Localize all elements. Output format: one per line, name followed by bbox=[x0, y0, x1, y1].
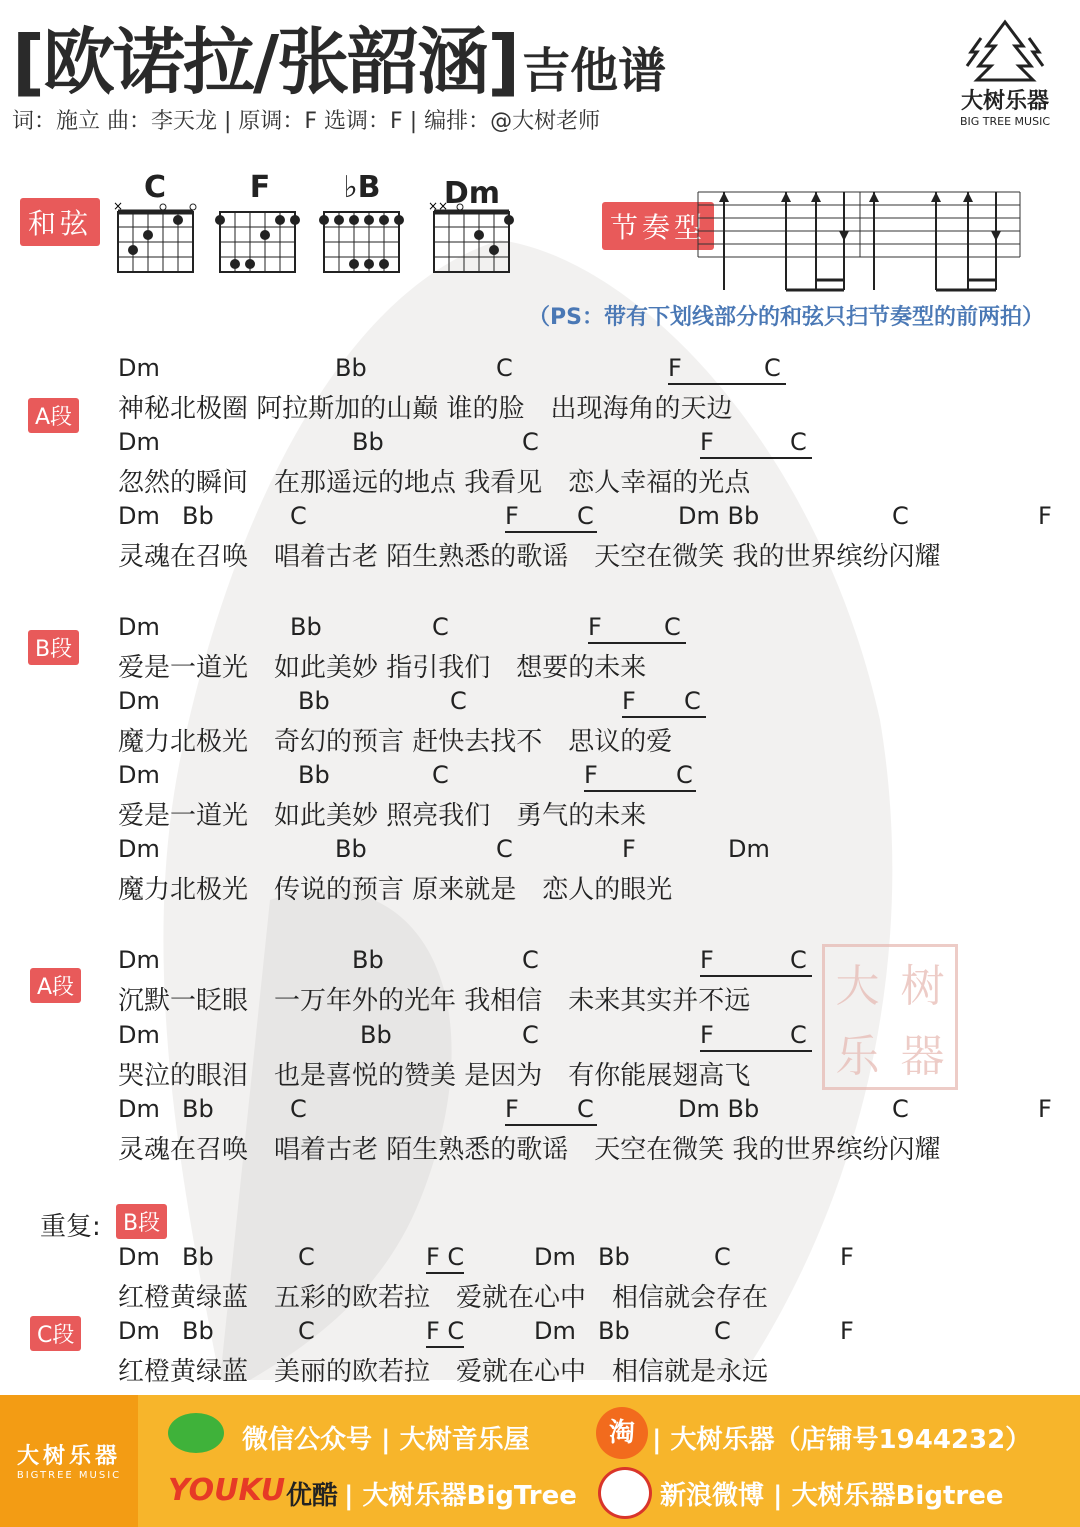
chord-label-underlined: F C bbox=[588, 613, 686, 644]
chord-label: Bb bbox=[335, 835, 367, 863]
lyric-line: 魔力北极光 奇幻的预言 赶快去找不 思议的爱 bbox=[118, 727, 673, 757]
chord-label: Dm bbox=[728, 835, 770, 863]
svg-text:××: ×× bbox=[428, 200, 449, 213]
chord-name-bb: ♭B bbox=[343, 170, 381, 205]
chord-label-underlined: F C bbox=[700, 1021, 812, 1052]
chords-label: 和弦 bbox=[20, 198, 100, 246]
youku-logo: YOUKU bbox=[168, 1473, 286, 1508]
chord-label: C bbox=[522, 428, 539, 456]
chord-label: Dm bbox=[534, 1317, 576, 1345]
chord-label: Dm bbox=[118, 502, 160, 530]
chord-label: Bb bbox=[352, 946, 384, 974]
tree-logo-icon bbox=[957, 18, 1053, 82]
chord-label: C bbox=[298, 1317, 315, 1345]
chord-label: Dm bbox=[118, 1021, 160, 1049]
ps-note: （PS：带有下划线部分的和弦只扫节奏型的前两拍） bbox=[528, 305, 1044, 330]
chord-diagram-bb bbox=[319, 212, 404, 272]
lyric-line: 红橙黄绿蓝 五彩的欧若拉 爱就在心中 相信就会存在 bbox=[118, 1283, 769, 1313]
lyric-line: 忽然的瞬间 在那遥远的地点 我看见 恋人幸福的光点 bbox=[118, 468, 751, 498]
chord-label-underlined: F C bbox=[426, 1317, 464, 1348]
chord-label: F bbox=[1038, 1095, 1052, 1123]
section-b-tag-repeat: B段 bbox=[116, 1204, 167, 1239]
chord-label: Bb bbox=[182, 1317, 214, 1345]
rhythm-label: 节奏型 bbox=[602, 202, 714, 250]
chord-label: C bbox=[714, 1243, 731, 1271]
wechat-text[interactable]: 微信公众号 | 大树音乐屋 bbox=[242, 1425, 530, 1455]
lyric-line: 爱是一道光 如此美妙 照亮我们 勇气的未来 bbox=[118, 801, 647, 831]
song-credits: 词：施立 曲：李天龙 | 原调：F 选调：F | 编排：@大树老师 bbox=[12, 109, 601, 134]
chord-label: Bb bbox=[598, 1317, 630, 1345]
chord-label: C bbox=[290, 502, 307, 530]
chord-label-underlined: F C bbox=[622, 687, 706, 718]
chord-label: Dm bbox=[118, 428, 160, 456]
chord-label: C bbox=[892, 502, 909, 530]
brand-logo: 大树乐器 BIG TREE MUSIC bbox=[950, 18, 1060, 128]
chord-label: Bb bbox=[352, 428, 384, 456]
section-a-tag-2: A段 bbox=[30, 968, 81, 1003]
chord-label: Bb bbox=[598, 1243, 630, 1271]
youku-cn: 优酷 bbox=[286, 1481, 339, 1511]
chord-label: C bbox=[432, 613, 449, 641]
chord-label: C bbox=[496, 354, 513, 382]
chord-label: C bbox=[714, 1317, 731, 1345]
svg-text:×: × bbox=[113, 200, 124, 213]
chord-label: C bbox=[298, 1243, 315, 1271]
lyric-line: 哭泣的眼泪 也是喜悦的赞美 是因为 有你能展翅高飞 bbox=[118, 1061, 751, 1091]
chord-label: F bbox=[840, 1243, 854, 1271]
chord-label: F bbox=[840, 1317, 854, 1345]
page-title: [欧诺拉/张韶涵]吉他谱 bbox=[12, 20, 667, 104]
chord-label-underlined: F C bbox=[700, 428, 812, 459]
chord-label: F bbox=[1038, 502, 1052, 530]
chord-name-dm: Dm bbox=[443, 176, 501, 211]
chord-label: Dm bbox=[534, 1243, 576, 1271]
footer-banner bbox=[0, 1395, 1080, 1527]
chord-diagrams bbox=[112, 200, 522, 280]
chord-label-underlined: F C bbox=[505, 1095, 597, 1126]
chord-name-c: C bbox=[143, 170, 167, 205]
chord-label: C bbox=[892, 1095, 909, 1123]
brand-seal: 大 树 乐 器 bbox=[822, 944, 958, 1090]
chord-label: C bbox=[432, 761, 449, 789]
chord-label: Dm bbox=[118, 1317, 160, 1345]
wechat-icon bbox=[168, 1413, 224, 1453]
chord-label: Dm bbox=[118, 613, 160, 641]
chord-label: C bbox=[450, 687, 467, 715]
youku-text[interactable]: | 大树乐器BigTree bbox=[344, 1481, 577, 1511]
chord-diagram-c bbox=[113, 200, 196, 272]
taobao-icon: 淘 bbox=[596, 1407, 648, 1459]
footer-brand: 大树乐器 BIGTREE MUSIC bbox=[0, 1395, 138, 1527]
lyric-line: 魔力北极光 传说的预言 原来就是 恋人的眼光 bbox=[118, 875, 673, 905]
repeat-label: 重复: bbox=[40, 1212, 101, 1242]
lyric-line: 红橙黄绿蓝 美丽的欧若拉 爱就在心中 相信就是永远 bbox=[118, 1357, 769, 1387]
chord-label: Dm Bb bbox=[678, 502, 760, 530]
chord-label-underlined: F C bbox=[700, 946, 812, 977]
lyric-line: 神秘北极圈 阿拉斯加的山巅 谁的脸 出现海角的天边 bbox=[118, 394, 733, 424]
lyric-line: 沉默一眨眼 一万年外的光年 我相信 未来其实并不远 bbox=[118, 986, 751, 1016]
chord-label: Dm Bb bbox=[678, 1095, 760, 1123]
chord-label-underlined: F C bbox=[505, 502, 597, 533]
chord-label: Dm bbox=[118, 761, 160, 789]
lyric-line: 灵魂在召唤 唱着古老 陌生熟悉的歌谣 天空在微笑 我的世界缤纷闪耀 bbox=[118, 1135, 941, 1165]
rhythm-pattern bbox=[694, 186, 1024, 296]
chord-label: C bbox=[496, 835, 513, 863]
chord-label: Dm bbox=[118, 1095, 160, 1123]
chord-label: Dm bbox=[118, 687, 160, 715]
chord-label-underlined: F C bbox=[426, 1243, 464, 1274]
chord-label: Dm bbox=[118, 354, 160, 382]
chord-label: C bbox=[522, 1021, 539, 1049]
chord-label: Bb bbox=[298, 687, 330, 715]
chord-label: Bb bbox=[182, 502, 214, 530]
chord-label-underlined: F C bbox=[584, 761, 696, 792]
chord-label: F bbox=[622, 835, 636, 863]
section-b-tag: B段 bbox=[28, 630, 79, 665]
chord-name-f: F bbox=[249, 170, 271, 205]
chord-label: Dm bbox=[118, 946, 160, 974]
chord-label: C bbox=[290, 1095, 307, 1123]
chord-diagram-dm bbox=[428, 200, 514, 272]
chord-label-underlined: F C bbox=[668, 354, 786, 385]
chord-label: C bbox=[522, 946, 539, 974]
chord-label: Dm bbox=[118, 835, 160, 863]
chord-label: Bb bbox=[335, 354, 367, 382]
chord-label: Bb bbox=[182, 1095, 214, 1123]
weibo-text[interactable]: 新浪微博 | 大树乐器Bigtree bbox=[660, 1481, 1004, 1511]
chord-label: Bb bbox=[182, 1243, 214, 1271]
chord-diagram-f bbox=[215, 212, 300, 272]
section-a-tag: A段 bbox=[28, 398, 79, 433]
chord-label: Bb bbox=[290, 613, 322, 641]
chord-label: Dm bbox=[118, 1243, 160, 1271]
section-c-tag: C段 bbox=[30, 1316, 81, 1351]
chord-label: Bb bbox=[298, 761, 330, 789]
chord-label: Bb bbox=[360, 1021, 392, 1049]
weibo-icon bbox=[598, 1467, 652, 1519]
taobao-text[interactable]: | 大树乐器（店铺号1944232） bbox=[652, 1425, 1032, 1455]
lyric-line: 灵魂在召唤 唱着古老 陌生熟悉的歌谣 天空在微笑 我的世界缤纷闪耀 bbox=[118, 542, 941, 572]
lyric-line: 爱是一道光 如此美妙 指引我们 想要的未来 bbox=[118, 653, 647, 683]
